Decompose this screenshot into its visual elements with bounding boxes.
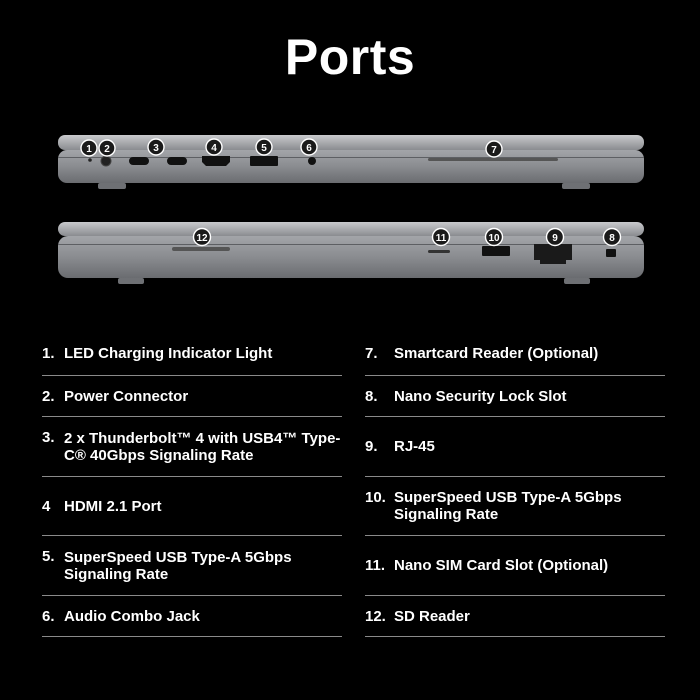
badge-11 — [433, 229, 450, 246]
badge-5 — [256, 139, 272, 155]
sd-reader-slot-icon — [172, 247, 230, 251]
thunderbolt-port-icon — [167, 157, 187, 165]
port-number: 6. — [42, 607, 55, 625]
port-number: 3. — [42, 429, 55, 446]
port-number: 7. — [365, 345, 378, 362]
port-number: 5. — [42, 548, 55, 565]
badge-2 — [99, 140, 115, 156]
port-number: 8. — [365, 387, 378, 405]
svg-text:2: 2 — [104, 144, 110, 155]
svg-text:4: 4 — [211, 143, 217, 154]
badge-6 — [301, 139, 317, 155]
port-number: 4 — [42, 497, 51, 515]
power-connector-icon — [101, 156, 111, 166]
badge-7 — [486, 141, 502, 157]
smartcard-slot-icon — [428, 158, 558, 161]
port-item-8 — [365, 376, 665, 417]
port-label: LED Charging Indicator Light — [64, 345, 273, 362]
foot — [118, 278, 144, 284]
badge-12 — [194, 229, 211, 246]
usb-a-port-icon — [250, 156, 278, 166]
port-item-7 — [365, 332, 665, 376]
port-item-5 — [42, 536, 342, 596]
port-label: Audio Combo Jack — [64, 607, 200, 625]
svg-text:8: 8 — [609, 233, 615, 244]
base-edge — [58, 150, 644, 183]
port-label: Power Connector — [64, 387, 189, 405]
badge-9 — [547, 229, 564, 246]
svg-text:10: 10 — [488, 233, 500, 244]
port-number: 9. — [365, 438, 378, 455]
svg-text:12: 12 — [196, 233, 208, 244]
port-item-10 — [365, 477, 665, 536]
port-label: RJ-45 — [394, 438, 435, 455]
port-item-6 — [42, 596, 342, 637]
port-label: HDMI 2.1 Port — [64, 497, 162, 515]
badge-10 — [486, 229, 503, 246]
svg-text:7: 7 — [491, 145, 497, 156]
port-number: 12. — [365, 607, 386, 625]
port-item-3 — [42, 417, 342, 477]
port-label: 2 x Thunderbolt™ 4 with USB4™ Type-C® 40Gbps Signaling Rate — [64, 429, 341, 464]
led-indicator-icon — [88, 158, 92, 162]
port-label: SuperSpeed USB Type-A 5Gbps Signaling Rate — [64, 548, 292, 583]
badge-3 — [148, 139, 164, 155]
port-number: 10. — [365, 489, 386, 506]
port-number: 11. — [365, 557, 386, 574]
port-item-1 — [42, 332, 342, 376]
foot — [564, 278, 590, 284]
hdmi-port-icon — [202, 156, 230, 166]
svg-text:1: 1 — [86, 144, 92, 155]
svg-text:11: 11 — [435, 233, 447, 244]
foot — [562, 183, 590, 189]
port-item-11 — [365, 536, 665, 596]
port-label: Smartcard Reader (Optional) — [394, 345, 599, 362]
port-label: SD Reader — [394, 607, 470, 625]
port-item-12 — [365, 596, 665, 637]
usb-a-port-icon — [482, 246, 510, 256]
svg-text:3: 3 — [153, 143, 159, 154]
lock-slot-icon — [606, 249, 616, 257]
svg-text:9: 9 — [552, 233, 558, 244]
sim-slot-icon — [428, 250, 450, 253]
svg-text:6: 6 — [306, 143, 312, 154]
ports-list-right — [365, 332, 665, 637]
port-label: SuperSpeed USB Type-A 5Gbps Signaling Rate — [394, 489, 622, 523]
badge-4 — [206, 139, 222, 155]
port-number: 1. — [42, 345, 55, 362]
badge-8 — [604, 229, 621, 246]
laptop-side-views — [0, 0, 700, 300]
audio-jack-icon — [308, 157, 316, 165]
laptop-left-side-view — [58, 135, 644, 189]
svg-text:5: 5 — [261, 143, 267, 154]
foot — [98, 183, 126, 189]
port-item-2 — [42, 376, 342, 417]
lid-edge — [58, 135, 644, 150]
laptop-right-side-view — [58, 222, 644, 284]
ports-list-left — [42, 332, 342, 637]
port-item-9 — [365, 417, 665, 477]
port-item-4 — [42, 477, 342, 536]
port-label: Nano SIM Card Slot (Optional) — [394, 557, 609, 574]
port-label: Nano Security Lock Slot — [394, 387, 567, 405]
thunderbolt-port-icon — [129, 157, 149, 165]
page-title: Ports — [284, 29, 416, 85]
port-number: 2. — [42, 387, 55, 405]
badge-1 — [81, 140, 97, 156]
